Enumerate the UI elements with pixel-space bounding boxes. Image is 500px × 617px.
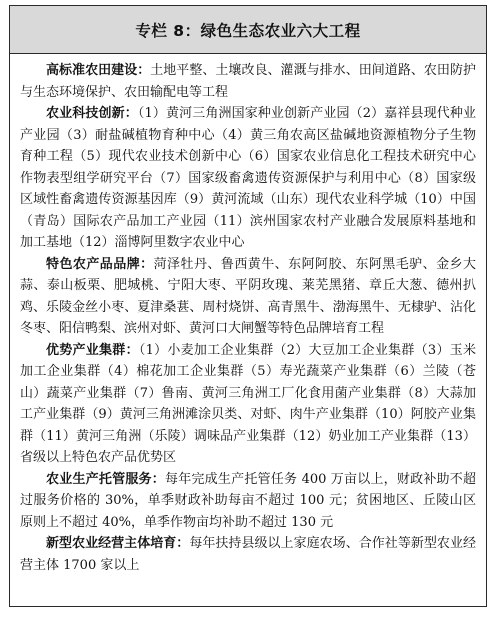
- column-content: [10, 54, 486, 576]
- column-box: [9, 5, 487, 607]
- paragraph-label: 高标准农田建设：: [46, 63, 151, 78]
- paragraph-label: 优势产业集群：: [46, 342, 139, 358]
- paragraph-text: 每年完成生产托管任务 400 万亩以上，财政补助不超过服务价格的 30%，单季财政补助每亩不超过 100 元；贫困地区、丘陵山区原则上不超过 40%，单季作物亩均补助不超过 130 元: [20, 471, 476, 530]
- paragraph-new-entities: [20, 533, 476, 576]
- paragraph-industry-clusters: [20, 340, 476, 469]
- paragraph-text: 每年扶持县级以上家庭农场、合作社等新型农业经营主体 1700 家以上: [20, 536, 476, 573]
- paragraph-brands: [20, 254, 476, 340]
- paragraph-text: 菏泽牡丹、鲁西黄牛、东阿阿胶、东阿黑毛驴、金乡大蒜、泰山板栗、肥城桃、宁阳大枣、平阴玫瑰、莱芜黑猪、章丘大葱、德州扒鸡、乐陵金丝小枣、夏津桑葚、周村烧饼、高青黑牛、渤海黑牛、无棣驴、沾化冬枣、阳信鸭梨、滨州对虾、黄河口大闸蟹等特色品牌培育工程: [20, 256, 476, 336]
- paragraph-text: （1）黄河三角洲国家种业创新产业园（2）嘉祥县现代种业产业园（3）耐盐碱植物育种中心（4）黄三角农高区盐碱地资源植物分子生物育种工程（5）现代农业技术创新中心（6）国家农业信息化工程技术研究中心作物表型组学研究平台（7）国家级畜禽遗传资源保护与利用中心（8）国家级区域性畜禽遗传资源基因库（9）黄河流域（山东）现代农业科学城（10）中国（青岛）国际农产品加工产业园（11）滨州国家农村产业融合发展原料基地和加工基地（12）淄博阿里数字农业中心: [20, 106, 476, 250]
- paragraph-label: 农业生产托管服务：: [46, 471, 166, 487]
- paragraph-label: 农业科技创新：: [46, 106, 138, 121]
- paragraph-text: 土地平整、土壤改良、灌溉与排水、田间道路、农田防护与生态环境保护、农田输配电等工程: [20, 63, 476, 100]
- paragraph-farmland: [20, 60, 476, 103]
- paragraph-label: 新型农业经营主体培育：: [46, 536, 190, 551]
- column-title: 专栏 8：绿色生态农业六大工程: [10, 6, 486, 54]
- paragraph-hosting-service: [20, 469, 476, 534]
- paragraph-tech-innovation: [20, 103, 476, 254]
- paragraph-text: （1）小麦加工企业集群（2）大豆加工企业集群（3）玉米加工企业集群（4）棉花加工企业集群（5）寿光蔬菜产业集群（6）兰陵（苍山）蔬菜产业集群（7）鲁南、黄河三角洲工厂化食用菌产业集群（8）大蒜加工产业集群（9）黄河三角洲滩涂贝类、对虾、肉牛产业集群（10）阿胶产业集群（11）黄河三角洲（乐陵）调味品产业集群（12）奶业加工产业集群（13）省级以上特色农产品优势区: [20, 342, 476, 465]
- paragraph-label: 特色农产品品牌：: [46, 256, 154, 272]
